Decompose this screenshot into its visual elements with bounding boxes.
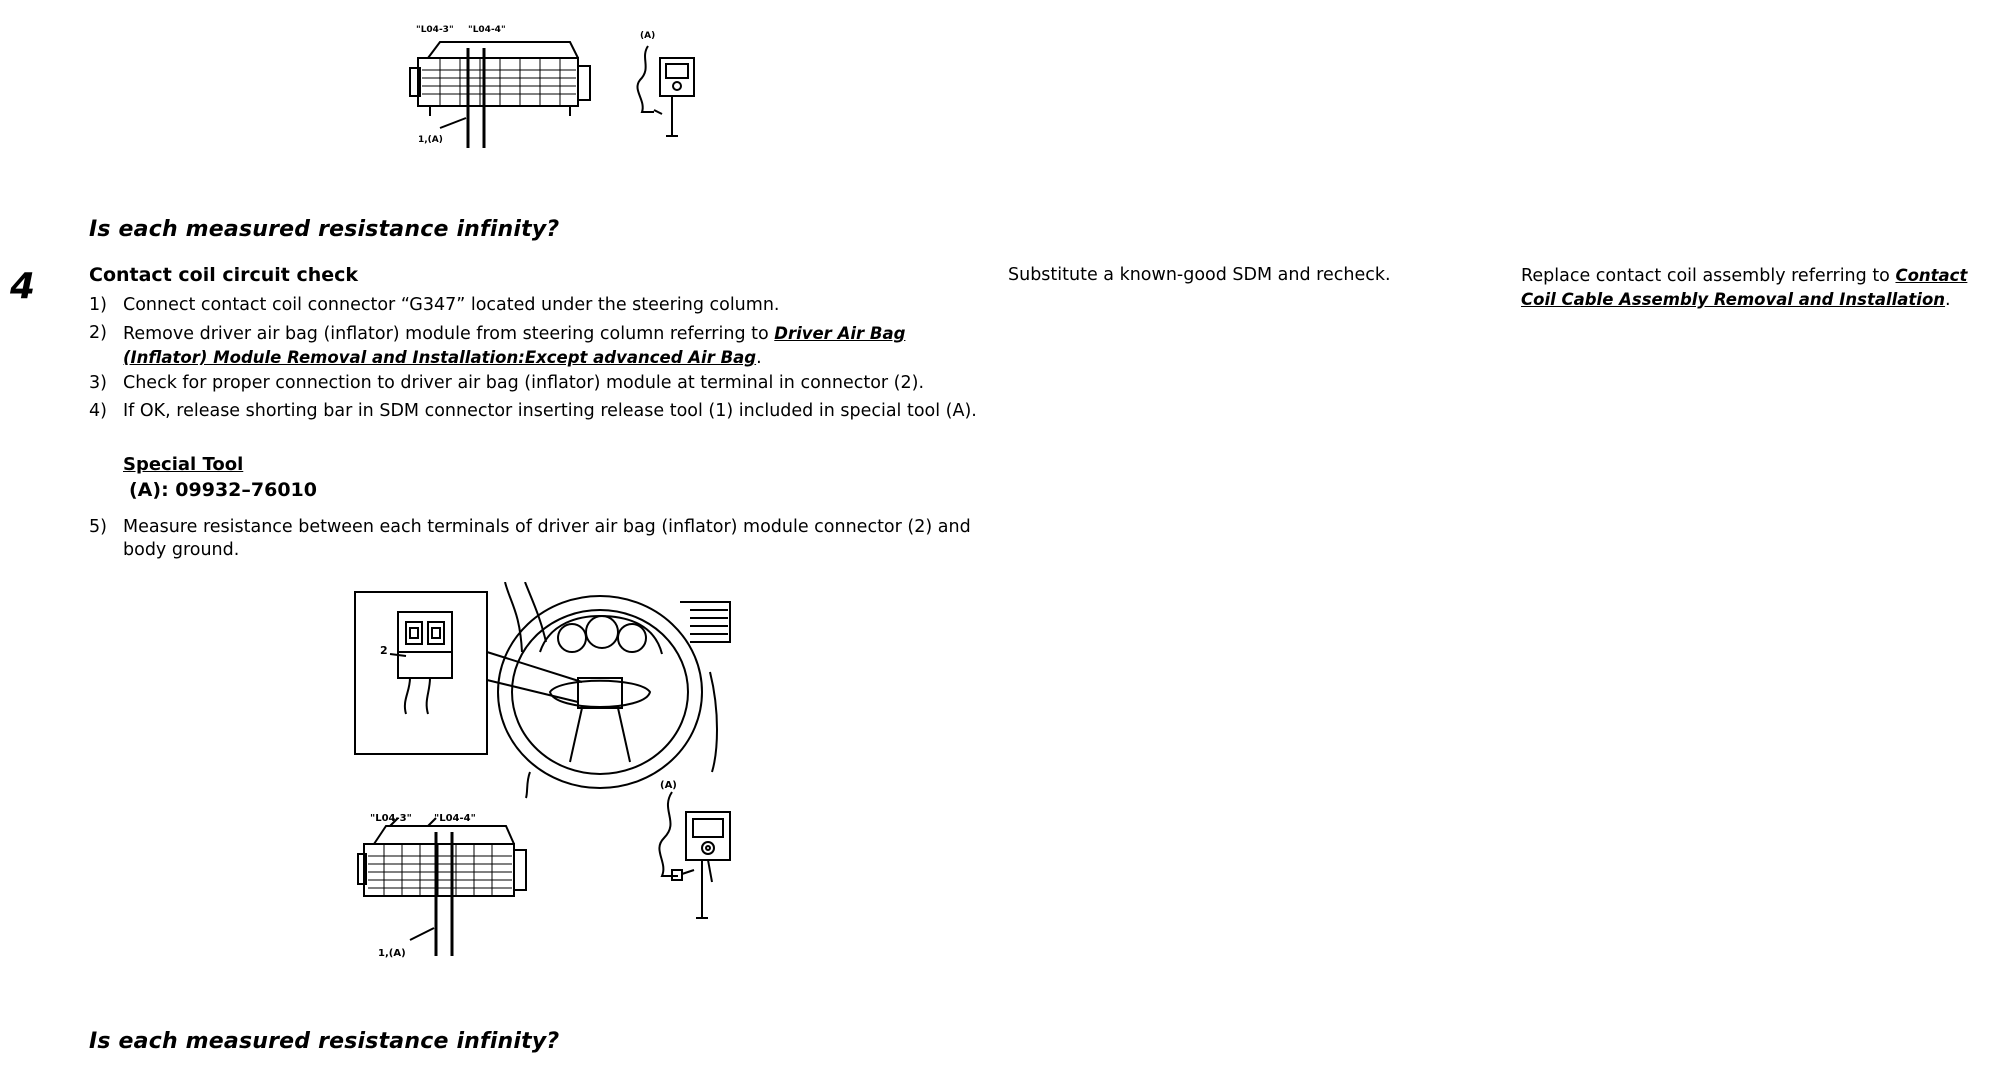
step-title: Contact coil circuit check bbox=[89, 264, 359, 286]
top-label-1a: 1,(A) bbox=[418, 135, 443, 145]
steering-connector-figure bbox=[350, 582, 770, 972]
yes-action: Substitute a known-good SDM and recheck. bbox=[1008, 265, 1391, 285]
special-tool-label: Special Tool bbox=[123, 454, 244, 475]
step-item-text: Remove driver air bag (inflator) module from steering column referring to Driver Air Bag (Inflator) Module Removal and Installation:Except advanced Air Bag. bbox=[123, 324, 906, 368]
ohmmeter-drawing-top bbox=[637, 46, 694, 136]
sdm-connector-drawing-top bbox=[410, 42, 590, 148]
step-item-number: 4) bbox=[89, 401, 107, 421]
sdm-connector-drawing bbox=[358, 818, 526, 956]
question-top: Is each measured resistance infinity? bbox=[89, 217, 560, 242]
top-label-a: (A) bbox=[640, 31, 656, 41]
fig-label-1a: 1,(A) bbox=[378, 948, 406, 959]
fig-label-l043: "L04-3" bbox=[370, 813, 412, 824]
contact-coil-removal-link[interactable]: Contact Coil Cable Assembly Removal and Installation bbox=[1521, 266, 1968, 309]
fig-label-a: (A) bbox=[660, 780, 677, 791]
top-label-l044: "L04-4" bbox=[468, 25, 506, 35]
top-figure bbox=[400, 18, 720, 150]
step-item-number: 2) bbox=[89, 323, 107, 343]
step-item-text: Connect contact coil connector “G347” located under the steering column. bbox=[123, 295, 780, 315]
step-item-text: Measure resistance between each terminals of driver air bag (inflator) module connector (2) and body ground. bbox=[123, 517, 971, 560]
step-item-number: 1) bbox=[89, 295, 107, 315]
inset-label-2: 2 bbox=[380, 644, 388, 657]
step-item-number: 3) bbox=[89, 373, 107, 393]
step-item-text: If OK, release shorting bar in SDM connector inserting release tool (1) included in special tool (A). bbox=[123, 401, 977, 421]
module-connector-inset bbox=[355, 592, 487, 754]
step-number: 4 bbox=[10, 266, 36, 307]
step-item-text: Check for proper connection to driver air bag (inflator) module at terminal in connector (2). bbox=[123, 373, 925, 393]
special-tool-value: (A): 09932–76010 bbox=[129, 479, 317, 501]
step-item-number: 5) bbox=[89, 517, 107, 537]
driver-air-bag-removal-link[interactable]: Driver Air Bag (Inflator) Module Removal and Installation:Except advanced Air Bag bbox=[123, 324, 906, 367]
steering-wheel-drawing bbox=[487, 582, 730, 798]
question-bottom: Is each measured resistance infinity? bbox=[89, 1029, 560, 1054]
ohmmeter-drawing bbox=[659, 792, 730, 918]
no-action: Replace contact coil assembly referring to Contact Coil Cable Assembly Removal and Installation. bbox=[1521, 266, 1968, 310]
fig-label-l044: "L04-4" bbox=[434, 813, 476, 824]
top-label-l043: "L04-3" bbox=[416, 25, 454, 35]
